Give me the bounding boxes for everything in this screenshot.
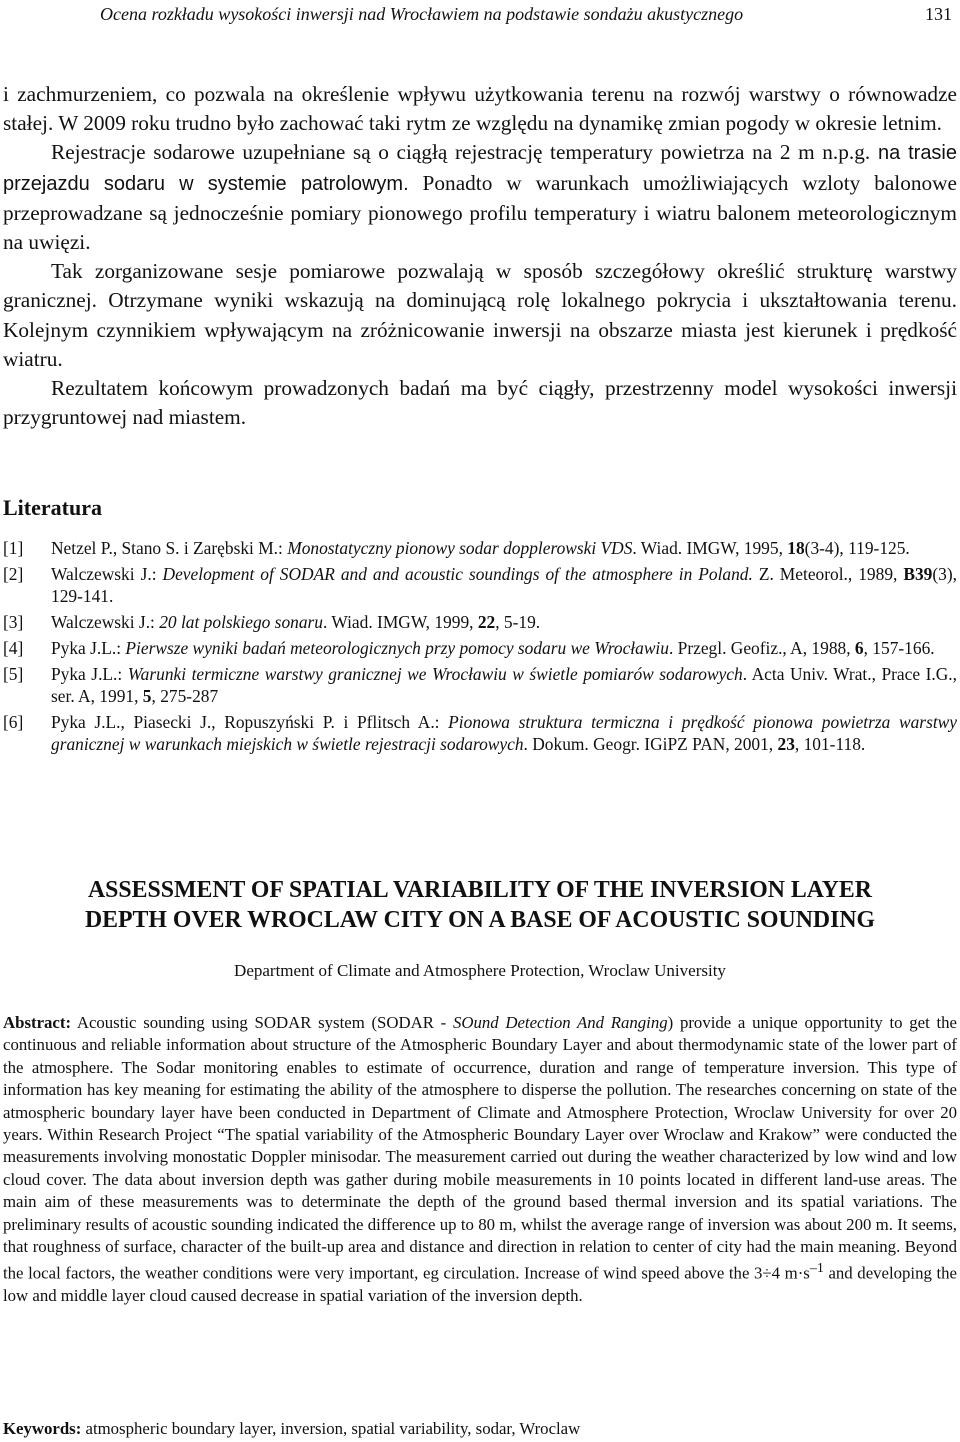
reference-text	[51, 537, 957, 559]
reference-authors: Pyka J.L.:	[51, 664, 128, 684]
literature-heading: Literatura	[3, 495, 102, 520]
paragraph-2-sans: na trasie przejazdu sodaru w systemie patrolowym.	[3, 142, 958, 195]
reference-pages: , 5-19.	[495, 612, 541, 632]
abstract-label: Abstract:	[3, 1013, 72, 1032]
reference-title: 20 lat polskiego sonaru	[159, 612, 323, 632]
page-number: 131	[925, 4, 952, 24]
paragraph-4: Rezultatem końcowym prowadzonych badań ma być ciągły, przestrzenny model wysokości inwersji przygruntowej nad miastem.	[3, 376, 957, 430]
reference-source: . Przegl. Geofiz., A, 1988,	[668, 638, 855, 658]
reference-volume: 5	[142, 686, 152, 706]
reference-text	[51, 563, 957, 607]
reference-text	[51, 711, 957, 755]
reference-item	[3, 711, 957, 755]
reference-title: Warunki termiczne warstwy granicznej we Wrocławiu w świetle pomiarów sodarowych	[127, 664, 743, 684]
reference-title: Pierwsze wyniki badań meteorologicznych przy pomocy sodaru we Wrocławiu	[125, 638, 669, 658]
reference-pages: , 101-118.	[794, 734, 866, 754]
reference-item	[3, 563, 957, 607]
reference-source: . Dokum. Geogr. IGiPZ PAN, 2001,	[523, 734, 778, 754]
reference-source: . Wiad. IMGW, 1999,	[323, 612, 478, 632]
paragraph-2	[3, 138, 957, 257]
reference-pages: , 275-287	[151, 686, 219, 706]
reference-list	[3, 537, 957, 759]
reference-item	[3, 537, 957, 559]
keywords-label: Keywords:	[3, 1419, 82, 1438]
abstract-superscript: –1	[809, 1261, 824, 1277]
reference-number: [1]	[3, 538, 24, 558]
reference-number: [4]	[3, 638, 24, 658]
reference-volume: 18	[787, 538, 805, 558]
reference-title: Monostatyczny pionowy sodar dopplerowski VDS	[287, 538, 633, 558]
abstract-text-1: Acoustic sounding using SODAR system (SODAR -	[71, 1013, 453, 1032]
reference-volume: B39	[903, 564, 933, 584]
reference-pages: , 157-166.	[863, 638, 935, 658]
english-title-line-1: ASSESSMENT OF SPATIAL VARIABILITY OF THE INVERSION LAYER	[88, 877, 872, 903]
reference-number: [5]	[3, 664, 24, 684]
abstract-text-2: ) provide a unique opportunity to get the continuous and reliable information about structure of the Atmospheric Boundary Layer and about thermodynamic state of the lower part of the atmosphere. The Sodar monitoring enables to estimate of occurrence, duration and range of temperature inversion. This type of information has key meaning for estimating the ability of the atmosphere to disperse the pollution. The researches concerning on state of the atmospheric boundary layer have been conducted in Department of Climate and Atmosphere Protection, Wroclaw University for over 20 years. Within Research Project “The spatial variability of the Atmospheric Boundary Layer over Wroclaw and Krakow” were conducted the measurements involving monostatic Doppler minisodar. The measurement carried out during the weather characterized by low wind and low cloud cover. The data about inversion depth was gather during mobile measurements in 10 points located in different land-use areas. The main aim of these measurements was to determinate the depth of the ground based thermal inversion and its spatial variations. The preliminary results of acoustic sounding indicated the difference up to 80 m, whilst the average range of inversion was about 200 m. It seems, that roughness of surface, character of the built-up area and distance and direction in relation to center of city had the main meaning. Beyond the local factors, the weather conditions were very important, eg circulation. Increase of wind speed above the 3÷4 m·s	[3, 1013, 957, 1284]
reference-authors: Netzel P., Stano S. i Zarębski M.:	[51, 538, 288, 558]
reference-title: Pionowa struktura termiczna i prędkość pionowa powietrza warstwy granicznej w warunkach miejskich w świetle rejestracji sodarowych	[51, 712, 957, 754]
reference-authors: Walczewski J.:	[51, 612, 160, 632]
paragraph-1: i zachmurzeniem, co pozwala na określenie wpływu użytkowania terenu na rozwój warstwy o równowadze stałej. W 2009 roku trudno było zachować taki rytm ze względu na dynamikę zmian pogody w okresie letnim.	[3, 82, 957, 136]
reference-volume: 23	[777, 734, 795, 754]
affiliation: Department of Climate and Atmosphere Protection, Wroclaw University	[234, 961, 726, 980]
reference-authors: Walczewski J.:	[51, 564, 163, 584]
body-text	[3, 80, 957, 432]
paragraph-2-start: Rejestracje sodarowe uzupełniane są o ciągłą rejestrację temperatury powietrza na 2 m n.p.g.	[51, 140, 871, 165]
english-title-line-2: DEPTH OVER WROCLAW CITY ON A BASE OF ACOUSTIC SOUNDING	[84, 907, 876, 933]
reference-source: Z. Meteorol., 1989,	[752, 564, 904, 584]
reference-item	[3, 637, 957, 659]
reference-pages: (3), 129-141.	[51, 564, 958, 606]
reference-authors: Pyka J.L.:	[51, 638, 126, 658]
abstract-text-3: and developing the low and middle layer cloud caused decrease in spatial variation of the inversion depth.	[3, 1264, 957, 1306]
reference-number: [3]	[3, 612, 24, 632]
keywords	[3, 1418, 957, 1440]
abstract-acronym-expansion: SOund Detection And Ranging	[452, 1013, 668, 1032]
reference-source: . Wiad. IMGW, 1995,	[632, 538, 788, 558]
reference-text	[51, 637, 957, 659]
paragraph-2-rest: Ponadto w warunkach umożliwiających wzloty balonowe przeprowadzane są jednocześnie pomiary pionowego profilu temperatury i wiatru balonem meteorologicznym na uwięzi.	[3, 170, 957, 255]
keywords-text: atmospheric boundary layer, inversion, spatial variability, sodar, Wroclaw	[81, 1419, 581, 1438]
reference-item	[3, 663, 957, 707]
reference-item	[3, 611, 957, 633]
reference-source: . Acta Univ. Wrat., Prace I.G., ser. A, 1991,	[51, 664, 958, 706]
reference-title: Development of SODAR and and acoustic soundings of the atmosphere in Poland.	[162, 564, 753, 584]
page-header	[100, 2, 952, 26]
reference-text	[51, 663, 957, 707]
running-title: Ocena rozkładu wysokości inwersji nad Wrocławiem na podstawie sondażu akustycznego	[100, 4, 744, 24]
english-title	[0, 875, 960, 935]
reference-volume: 6	[854, 638, 864, 658]
paragraph-3: Tak zorganizowane sesje pomiarowe pozwalają w sposób szczegółowy określić strukturę warstwy granicznej. Otrzymane wyniki wskazują na dominującą rolę lokalnego pokrycia i ukształtowania terenu. Kolejnym czynnikiem wpływającym na zróżnicowanie inwersji na obszarze miasta jest kierunek i prędkość wiatru.	[3, 259, 957, 371]
reference-number: [2]	[3, 564, 24, 584]
reference-pages: (3-4), 119-125.	[804, 538, 910, 558]
reference-number: [6]	[3, 712, 24, 732]
reference-volume: 22	[477, 612, 496, 632]
reference-text	[51, 611, 957, 633]
abstract	[3, 1012, 957, 1308]
reference-authors: Pyka J.L., Piasecki J., Ropuszyński P. i Pflitsch A.:	[51, 712, 449, 732]
